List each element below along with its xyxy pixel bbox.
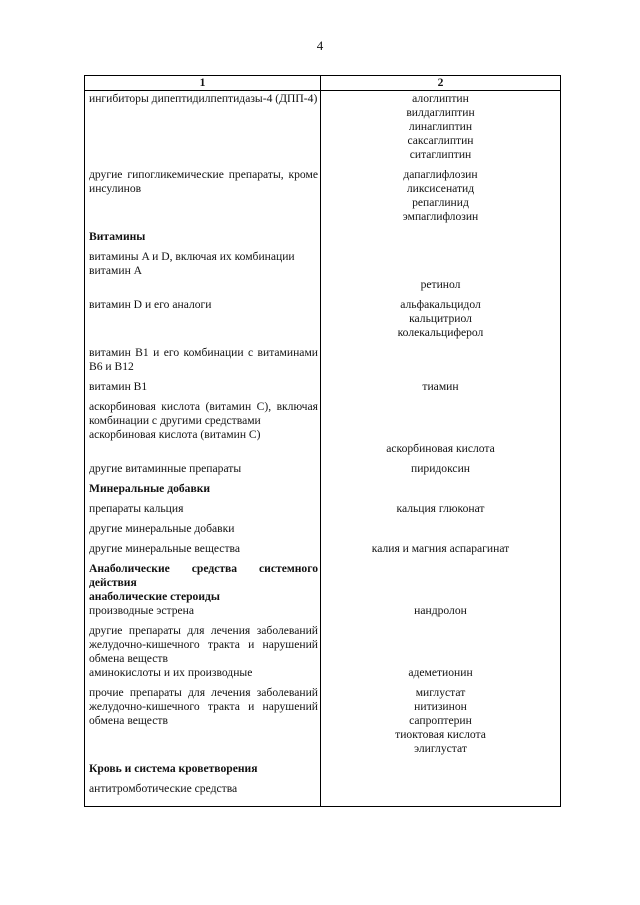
drug-name: тиоктовая кислота (395, 728, 486, 741)
drug-name: колекальциферол (397, 326, 484, 339)
table-row (85, 399, 561, 461)
drug-name (323, 652, 558, 666)
section-heading: Витамины (89, 230, 146, 243)
category-text: производные эстрена (89, 604, 195, 617)
table-row (85, 249, 561, 297)
drug-name (323, 562, 558, 576)
drug-list-cell (321, 541, 561, 561)
drug-name (323, 576, 558, 590)
table-row (85, 521, 561, 541)
category-text: другие минеральные вещества (89, 542, 240, 555)
row-name-cell (85, 379, 321, 399)
drug-list-cell (321, 167, 561, 229)
row-name-cell (85, 249, 321, 297)
category-text: ингибиторы дипептидилпептидазы-4 (ДПП-4) (89, 92, 318, 105)
section-heading: анаболические стероиды (89, 590, 220, 603)
table-body (85, 91, 561, 807)
drug-name: ситаглиптин (409, 148, 472, 161)
table-row (85, 345, 561, 379)
category-text: антитромботические средства (89, 782, 238, 795)
drug-list-cell (321, 345, 561, 379)
table-header-row (85, 76, 561, 91)
drug-list-cell (321, 623, 561, 685)
drug-table (84, 75, 561, 807)
category-text: витамины A и D, включая их комбинации (89, 250, 295, 263)
drug-name: альфакальцидол (400, 298, 481, 311)
drug-name: тиамин (422, 380, 459, 393)
drug-name (323, 624, 558, 638)
category-text: другие препараты для лечения заболеваний желудочно-кишечного тракта и нарушений обмена веществ (89, 624, 318, 665)
row-name-cell (85, 461, 321, 481)
drug-name: элиглустат (414, 742, 467, 755)
drug-list-cell (321, 249, 561, 297)
category-text: другие витаминные препараты (89, 462, 242, 475)
drug-name (323, 638, 558, 652)
drug-name: пиридоксин (410, 462, 470, 475)
row-name-cell (85, 521, 321, 541)
drug-name: нитизинон (414, 700, 467, 713)
drug-name: аскорбиновая кислота (386, 442, 495, 455)
row-name-cell (85, 685, 321, 761)
drug-name: кальция глюконат (396, 502, 485, 515)
row-name-cell (85, 345, 321, 379)
drug-name: кальцитриол (409, 312, 472, 325)
row-name-cell (85, 481, 321, 501)
table-row (85, 685, 561, 761)
drug-list-cell (321, 521, 561, 541)
drug-list-cell (321, 399, 561, 461)
row-name-cell (85, 91, 321, 168)
category-text: витамин B1 и его комбинации с витаминами B6 и B12 (89, 346, 318, 373)
drug-list-cell (321, 501, 561, 521)
table-row (85, 761, 561, 781)
drug-list-cell (321, 229, 561, 249)
row-name-cell (85, 561, 321, 623)
category-text: аскорбиновая кислота (витамин C), включая комбинации с другими средствами (89, 400, 318, 427)
table-row (85, 297, 561, 345)
drug-name: калия и магния аспарагинат (371, 542, 510, 555)
table-row (85, 229, 561, 249)
table-row (85, 623, 561, 685)
category-text: витамин B1 (89, 380, 148, 393)
page-number: 4 (316, 38, 324, 53)
drug-name (323, 264, 558, 278)
drug-name: ликсисенатид (406, 182, 475, 195)
drug-name: эмпаглифлозин (402, 210, 479, 223)
row-name-cell (85, 297, 321, 345)
drug-list-cell (321, 761, 561, 781)
section-heading: Анаболические средства системного действия (89, 562, 318, 589)
drug-name: саксаглиптин (407, 134, 474, 147)
row-name-cell (85, 623, 321, 685)
row-name-cell (85, 761, 321, 781)
drug-list-cell (321, 685, 561, 761)
drug-name: линаглиптин (408, 120, 473, 133)
table-row (85, 91, 561, 168)
drug-name: сапроптерин (409, 714, 472, 727)
drug-name: репаглинид (412, 196, 469, 209)
row-name-cell (85, 781, 321, 807)
row-name-cell (85, 541, 321, 561)
row-name-cell (85, 399, 321, 461)
drug-name (323, 400, 558, 414)
drug-list-cell (321, 379, 561, 399)
table-row (85, 461, 561, 481)
category-text: другие минеральные добавки (89, 522, 235, 535)
column-header-1: 1 (85, 76, 321, 91)
drug-list-cell (321, 781, 561, 807)
drug-name: адеметионин (408, 666, 473, 679)
category-text: аскорбиновая кислота (витамин C) (89, 428, 261, 441)
drug-name: дапаглифлозин (403, 168, 478, 181)
drug-name (323, 250, 558, 264)
drug-list-cell (321, 461, 561, 481)
table-row (85, 379, 561, 399)
table-row (85, 561, 561, 623)
drug-list-cell (321, 91, 561, 168)
drug-name: нандролон (414, 604, 467, 617)
drug-list-cell (321, 481, 561, 501)
row-name-cell (85, 229, 321, 249)
category-text: другие гипогликемические препараты, кроме инсулинов (89, 168, 318, 195)
category-text: препараты кальция (89, 502, 184, 515)
table-row (85, 781, 561, 807)
row-name-cell (85, 167, 321, 229)
drug-name: вилдаглиптин (406, 106, 475, 119)
category-text: витамин A (89, 264, 143, 277)
drug-name (323, 414, 558, 428)
section-heading: Кровь и система кроветворения (89, 762, 258, 775)
category-text: аминокислоты и их производные (89, 666, 253, 679)
table-row (85, 541, 561, 561)
drug-name: ретинол (420, 278, 461, 291)
section-heading: Минеральные добавки (89, 482, 211, 495)
drug-name (323, 428, 558, 442)
column-header-2: 2 (321, 76, 561, 91)
table-row (85, 481, 561, 501)
drug-name: алоглиптин (412, 92, 469, 105)
row-name-cell (85, 501, 321, 521)
drug-name (323, 590, 558, 604)
drug-name: миглустат (415, 686, 466, 699)
drug-list-cell (321, 297, 561, 345)
table-row (85, 501, 561, 521)
category-text: прочие препараты для лечения заболеваний желудочно-кишечного тракта и нарушений обмена веществ (89, 686, 318, 727)
category-text: витамин D и его аналоги (89, 298, 212, 311)
drug-list-cell (321, 561, 561, 623)
table-row (85, 167, 561, 229)
